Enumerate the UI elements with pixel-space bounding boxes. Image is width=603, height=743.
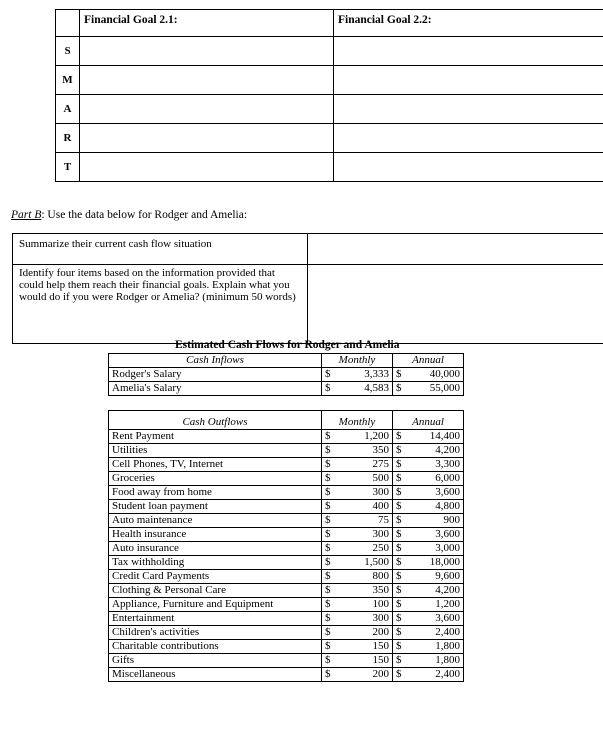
annual-value: 18,000	[407, 556, 464, 570]
annual-value: 3,600	[407, 612, 464, 626]
cash-flow-title: Estimated Cash Flows for Rodger and Amelia	[175, 339, 400, 351]
currency-sign: $	[322, 528, 337, 542]
currency-sign: $	[393, 668, 408, 682]
monthly-value: 275	[336, 458, 393, 472]
cash-flow-row	[109, 500, 464, 514]
annual-value: 1,800	[407, 640, 464, 654]
currency-sign: $	[393, 570, 408, 584]
annual-value: 14,400	[407, 430, 464, 444]
annual-value: 900	[407, 514, 464, 528]
monthly-value: 200	[336, 626, 393, 640]
goal-2-2-cell[interactable]	[334, 153, 603, 182]
goal-2-1-cell[interactable]	[80, 95, 334, 124]
item-name: Groceries	[109, 472, 322, 486]
monthly-value: 100	[336, 598, 393, 612]
outflows-header-row	[109, 411, 464, 430]
cash-flow-row	[109, 654, 464, 668]
goal-2-1-cell[interactable]	[80, 153, 334, 182]
item-name: Student loan payment	[109, 500, 322, 514]
item-name: Tax withholding	[109, 556, 322, 570]
goal-2-1-header: Financial Goal 2.1:	[80, 10, 334, 37]
cash-flow-row	[109, 668, 464, 682]
part-b-answer-cell[interactable]	[308, 234, 603, 265]
currency-sign: $	[322, 486, 337, 500]
currency-sign: $	[322, 458, 337, 472]
part-b-row	[13, 234, 603, 265]
currency-sign: $	[393, 626, 408, 640]
item-name: Credit Card Payments	[109, 570, 322, 584]
currency-sign: $	[322, 598, 337, 612]
smart-letter: M	[56, 66, 80, 95]
monthly-value: 75	[336, 514, 393, 528]
smart-letter: T	[56, 153, 80, 182]
cash-flow-row	[109, 382, 464, 396]
currency-sign: $	[393, 368, 408, 382]
currency-sign: $	[393, 528, 408, 542]
monthly-header: Monthly	[322, 411, 393, 430]
cash-flow-row	[109, 584, 464, 598]
part-b-prompt: Identify four items based on the information provided that could help them reach their financial goals. Explain what you would do if you were Rodger or Amelia? (minimum 50 words)	[13, 265, 308, 344]
cash-flow-row	[109, 444, 464, 458]
part-b-table	[12, 233, 603, 344]
monthly-value: 350	[336, 584, 393, 598]
currency-sign: $	[322, 368, 337, 382]
annual-value: 40,000	[407, 368, 464, 382]
monthly-value: 250	[336, 542, 393, 556]
currency-sign: $	[322, 626, 337, 640]
annual-value: 3,000	[407, 542, 464, 556]
annual-value: 4,200	[407, 584, 464, 598]
smart-header-row	[56, 10, 603, 37]
item-name: Rent Payment	[109, 430, 322, 444]
item-name: Cell Phones, TV, Internet	[109, 458, 322, 472]
monthly-value: 1,200	[336, 430, 393, 444]
goal-2-2-header: Financial Goal 2.2:	[334, 10, 603, 37]
smart-row-m	[56, 66, 603, 95]
currency-sign: $	[393, 500, 408, 514]
annual-value: 1,200	[407, 598, 464, 612]
goal-2-2-cell[interactable]	[334, 95, 603, 124]
monthly-value: 3,333	[336, 368, 393, 382]
cash-flow-row	[109, 430, 464, 444]
cash-flow-row	[109, 626, 464, 640]
currency-sign: $	[393, 486, 408, 500]
annual-value: 6,000	[407, 472, 464, 486]
annual-header: Annual	[393, 411, 464, 430]
currency-sign: $	[393, 612, 408, 626]
currency-sign: $	[322, 430, 337, 444]
currency-sign: $	[393, 444, 408, 458]
goal-2-2-cell[interactable]	[334, 37, 603, 66]
currency-sign: $	[322, 382, 337, 396]
currency-sign: $	[322, 570, 337, 584]
cash-flow-table	[108, 353, 464, 682]
annual-value: 2,400	[407, 668, 464, 682]
monthly-header: Monthly	[322, 354, 393, 368]
currency-sign: $	[322, 584, 337, 598]
spacer-section	[109, 396, 464, 411]
part-b-prompt: Summarize their current cash flow situation	[13, 234, 308, 265]
currency-sign: $	[322, 514, 337, 528]
currency-sign: $	[393, 514, 408, 528]
smart-goals-table	[55, 9, 603, 182]
monthly-value: 800	[336, 570, 393, 584]
item-name: Amelia's Salary	[109, 382, 322, 396]
part-b-label: Part B	[11, 209, 42, 221]
item-name: Clothing & Personal Care	[109, 584, 322, 598]
smart-row-a	[56, 95, 603, 124]
inflows-header-row	[109, 354, 464, 368]
monthly-value: 200	[336, 668, 393, 682]
currency-sign: $	[393, 640, 408, 654]
currency-sign: $	[322, 668, 337, 682]
currency-sign: $	[322, 556, 337, 570]
monthly-value: 300	[336, 486, 393, 500]
goal-2-2-cell[interactable]	[334, 124, 603, 153]
item-name: Health insurance	[109, 528, 322, 542]
currency-sign: $	[393, 584, 408, 598]
item-name: Utilities	[109, 444, 322, 458]
item-name: Miscellaneous	[109, 668, 322, 682]
part-b-answer-cell[interactable]	[308, 265, 603, 344]
smart-row-r	[56, 124, 603, 153]
item-name: Gifts	[109, 654, 322, 668]
outflows-section	[109, 411, 464, 682]
cash-flow-row	[109, 486, 464, 500]
monthly-value: 150	[336, 640, 393, 654]
currency-sign: $	[322, 654, 337, 668]
cash-flow-row	[109, 556, 464, 570]
currency-sign: $	[393, 472, 408, 486]
currency-sign: $	[393, 598, 408, 612]
item-name: Charitable contributions	[109, 640, 322, 654]
smart-letter: S	[56, 37, 80, 66]
smart-corner-cell	[56, 10, 80, 37]
currency-sign: $	[393, 556, 408, 570]
inflows-section	[109, 354, 464, 396]
currency-sign: $	[393, 382, 408, 396]
annual-value: 55,000	[407, 382, 464, 396]
monthly-value: 150	[336, 654, 393, 668]
part-b-text: : Use the data below for Rodger and Amelia:	[41, 209, 248, 221]
item-name: Auto maintenance	[109, 514, 322, 528]
item-name: Children's activities	[109, 626, 322, 640]
monthly-value: 300	[336, 528, 393, 542]
monthly-value: 300	[336, 612, 393, 626]
annual-value: 3,300	[407, 458, 464, 472]
smart-row-t	[56, 153, 603, 182]
currency-sign: $	[393, 430, 408, 444]
cash-flow-row	[109, 458, 464, 472]
item-name: Food away from home	[109, 486, 322, 500]
currency-sign: $	[393, 458, 408, 472]
currency-sign: $	[322, 472, 337, 486]
cash-flow-row	[109, 514, 464, 528]
smart-row-s	[56, 37, 603, 66]
goal-2-1-cell[interactable]	[80, 66, 334, 95]
cash-flow-row	[109, 528, 464, 542]
annual-header: Annual	[393, 354, 464, 368]
annual-value: 4,800	[407, 500, 464, 514]
part-b-row	[13, 265, 603, 344]
annual-value: 3,600	[407, 528, 464, 542]
cash-flow-row	[109, 640, 464, 654]
cash-flow-row	[109, 598, 464, 612]
goal-2-1-cell[interactable]	[80, 37, 334, 66]
currency-sign: $	[393, 542, 408, 556]
cash-flow-row	[109, 612, 464, 626]
smart-letter: R	[56, 124, 80, 153]
monthly-value: 500	[336, 472, 393, 486]
currency-sign: $	[322, 640, 337, 654]
monthly-value: 350	[336, 444, 393, 458]
goal-2-2-cell[interactable]	[334, 66, 603, 95]
inflows-header: Cash Inflows	[109, 354, 322, 368]
cash-flow-row	[109, 570, 464, 584]
annual-value: 2,400	[407, 626, 464, 640]
currency-sign: $	[322, 444, 337, 458]
currency-sign: $	[322, 612, 337, 626]
cash-flow-row	[109, 368, 464, 382]
annual-value: 9,600	[407, 570, 464, 584]
currency-sign: $	[322, 542, 337, 556]
monthly-value: 400	[336, 500, 393, 514]
cash-flow-row	[109, 542, 464, 556]
item-name: Rodger's Salary	[109, 368, 322, 382]
goal-2-1-cell[interactable]	[80, 124, 334, 153]
part-b-instruction	[11, 209, 247, 221]
currency-sign: $	[393, 654, 408, 668]
smart-letter: A	[56, 95, 80, 124]
monthly-value: 4,583	[336, 382, 393, 396]
monthly-value: 1,500	[336, 556, 393, 570]
annual-value: 1,800	[407, 654, 464, 668]
outflows-header: Cash Outflows	[109, 411, 322, 430]
item-name: Auto insurance	[109, 542, 322, 556]
annual-value: 3,600	[407, 486, 464, 500]
cash-flow-row	[109, 472, 464, 486]
annual-value: 4,200	[407, 444, 464, 458]
item-name: Appliance, Furniture and Equipment	[109, 598, 322, 612]
currency-sign: $	[322, 500, 337, 514]
item-name: Entertainment	[109, 612, 322, 626]
